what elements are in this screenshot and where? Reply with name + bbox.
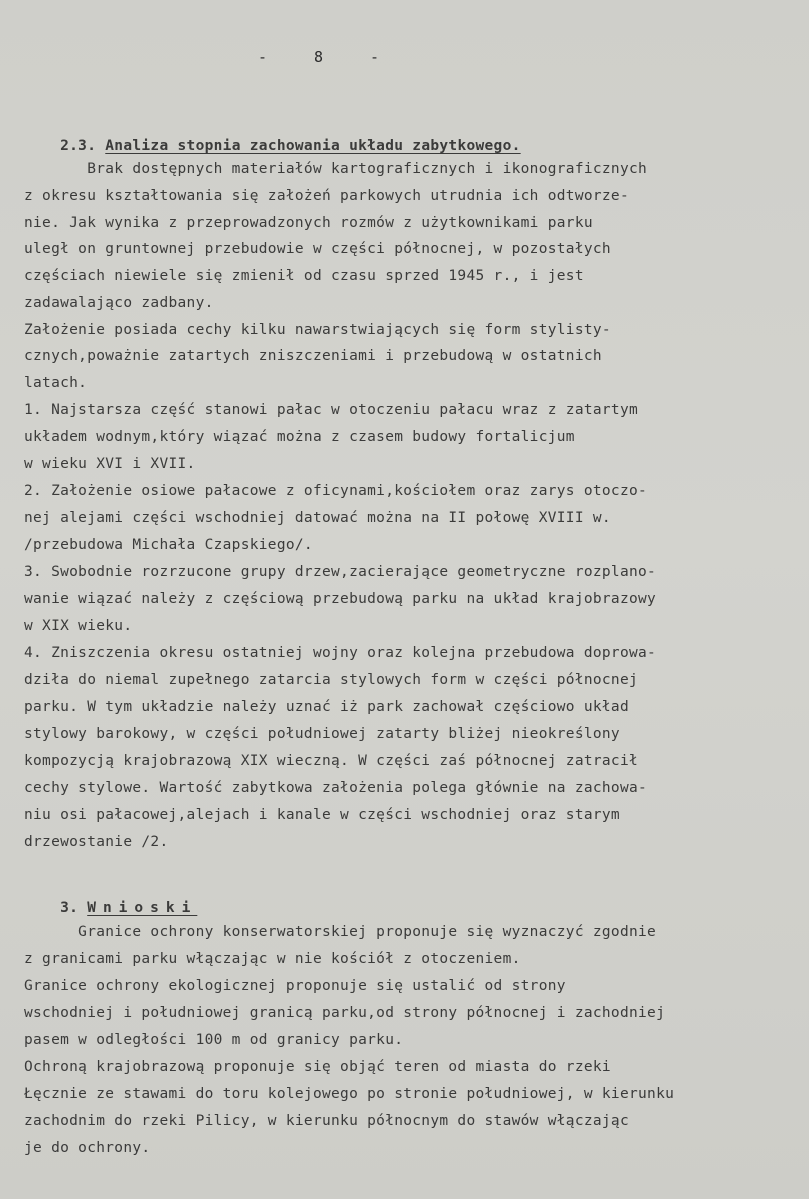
text-line: kompozycją krajobrazową XIX wieczną. W części zaś północnej zatracił	[24, 753, 639, 769]
text-line: cechy stylowe. Wartość zabytkowa założenia polega głównie na zachowa-	[24, 780, 648, 796]
section-2-3-number: 2.3.	[60, 138, 97, 154]
text-line: Granice ochrony ekologicznej proponuje się ustalić od strony	[24, 978, 566, 994]
text-line: zachodnim do rzeki Pilicy, w kierunku północnym do stawów włączając	[24, 1113, 629, 1129]
text-line: /przebudowa Michała Czapskiego/.	[24, 537, 313, 553]
text-line: pasem w odległości 100 m od granicy parku.	[24, 1032, 404, 1048]
text-line: z granicami parku włączając w nie kościół z otoczeniem.	[24, 951, 521, 967]
text-line: w XIX wieku.	[24, 618, 133, 634]
text-line: Założenie posiada cechy kilku nawarstwiających się form stylisty-	[24, 322, 611, 338]
text-line: cznych,poważnie zatartych zniszczeniami i przebudową w ostatnich	[24, 348, 602, 364]
section-2-3-title: Analiza stopnia zachowania układu zabytkowego.	[105, 138, 521, 154]
section-3-number: 3.	[60, 900, 79, 916]
text-line: w wieku XVI i XVII.	[24, 456, 196, 472]
text-line: Brak dostępnych materiałów kartograficznych i ikonograficznych	[24, 161, 648, 177]
text-line: Ochroną krajobrazową proponuje się objąć teren od miasta do rzeki	[24, 1059, 611, 1075]
text-line: drzewostanie /2.	[24, 834, 169, 850]
list-item-1-line: 1. Najstarsza część stanowi pałac w otoczeniu pałacu wraz z zatartym	[24, 402, 639, 418]
list-item-4-line: 4. Zniszczenia okresu ostatniej wojny oraz kolejna przebudowa doprowa-	[24, 645, 657, 661]
text-line: Łęcznie ze stawami do toru kolejowego po stronie południowej, w kierunku	[24, 1086, 675, 1102]
text-line: dziła do niemal zupełnego zatarcia stylowych form w części północnej	[24, 672, 639, 688]
text-line: wschodniej i południowej granicą parku,od strony północnej i zachodniej	[24, 1005, 666, 1021]
text-line: zadawalająco zadbany.	[24, 295, 214, 311]
list-item-3-line: 3. Swobodnie rozrzucone grupy drzew,zacierające geometryczne rozplano-	[24, 564, 657, 580]
text-line: niu osi pałacowej,alejach i kanale w części wschodniej oraz starym	[24, 807, 620, 823]
text-line: nie. Jak wynika z przeprowadzonych rozmów z użytkownikami parku	[24, 215, 593, 231]
text-line: z okresu kształtowania się założeń parkowych utrudnia ich odtworze-	[24, 188, 629, 204]
text-line: nej alejami części wschodniej datować można na II połowę XVIII w.	[24, 510, 611, 526]
text-line: układem wodnym,który wiązać można z czasem budowy fortalicjum	[24, 429, 575, 445]
text-line: uległ on gruntownej przebudowie w części północnej, w pozostałych	[24, 241, 611, 257]
text-line: parku. W tym układzie należy uznać iż park zachował częściowo układ	[24, 699, 629, 715]
text-line: Granice ochrony konserwatorskiej proponuje się wyznaczyć zgodnie	[24, 924, 657, 940]
text-line: je do ochrony.	[24, 1140, 151, 1156]
text-line: latach.	[24, 375, 88, 391]
text-line: wanie wiązać należy z częściową przebudową parku na układ krajobrazowy	[24, 591, 657, 607]
text-line: częściach niewiele się zmienił od czasu sprzed 1945 r., i jest	[24, 268, 584, 284]
page-number: - 8 -	[258, 48, 380, 66]
list-item-2-line: 2. Założenie osiowe pałacowe z oficynami,kościołem oraz zarys otoczo-	[24, 483, 648, 499]
text-line: stylowy barokowy, w części południowej zatarty bliżej nieokreślony	[24, 726, 620, 742]
section-3-title: Wnioski	[87, 900, 198, 916]
